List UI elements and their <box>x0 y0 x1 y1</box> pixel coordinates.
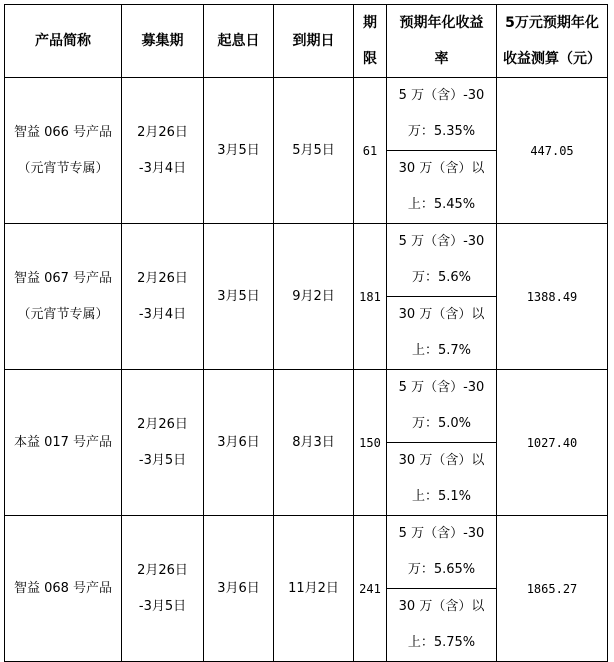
header-calc <box>497 5 608 78</box>
header-rate-line2: 率 <box>434 51 449 67</box>
rate-tier-2-value: 上：5.7% <box>411 343 472 358</box>
rate-tier-2-value: 上：5.75% <box>407 635 476 650</box>
start-date: 3月6日 <box>204 370 274 516</box>
rate-tier-1 <box>387 370 497 443</box>
yield-estimate: 1865.27 <box>497 516 608 662</box>
rate-tier-2 <box>387 443 497 516</box>
period-end: -3月4日 <box>138 160 187 176</box>
product-note: （元宵节专属） <box>17 160 109 176</box>
period-cell <box>122 78 204 224</box>
rate-tier-1-range: 5 万（含）-30 <box>398 88 485 103</box>
period-start: 2月26日 <box>137 270 188 286</box>
rate-tier-1 <box>387 78 497 151</box>
rate-tier-2-range: 30 万（含）以 <box>398 307 485 322</box>
rate-tier-1 <box>387 516 497 589</box>
end-date: 5月5日 <box>274 78 354 224</box>
product-note: （元宵节专属） <box>17 306 109 322</box>
header-calc-line2: 收益测算（元） <box>503 51 601 67</box>
header-end: 到期日 <box>274 5 354 78</box>
product-name: 智益 068 号产品 <box>13 580 113 596</box>
product-table <box>4 4 608 662</box>
period-start: 2月26日 <box>137 124 188 140</box>
header-rate-line1: 预期年化收益 <box>399 15 484 31</box>
rate-tier-1-value: 万：5.35% <box>407 124 476 139</box>
header-term <box>354 5 387 78</box>
rate-tier-1-value: 万：5.0% <box>411 416 472 431</box>
rate-tier-2-range: 30 万（含）以 <box>398 453 485 468</box>
start-date: 3月6日 <box>204 516 274 662</box>
rate-tier-1-range: 5 万（含）-30 <box>398 234 485 249</box>
period-start: 2月26日 <box>137 416 188 432</box>
rate-tier-2 <box>387 589 497 662</box>
header-calc-line1: 5万元预期年化 <box>505 15 599 31</box>
table-row <box>5 516 608 589</box>
term-days: 150 <box>354 370 387 516</box>
period-cell <box>122 516 204 662</box>
period-end: -3月4日 <box>138 306 187 322</box>
product-name-cell <box>5 370 122 516</box>
end-date: 8月3日 <box>274 370 354 516</box>
product-name-cell <box>5 224 122 370</box>
product-name-cell <box>5 78 122 224</box>
table-row <box>5 78 608 151</box>
header-rate <box>387 5 497 78</box>
header-name: 产品简称 <box>5 5 122 78</box>
period-cell <box>122 224 204 370</box>
rate-tier-1-value: 万：5.6% <box>411 270 472 285</box>
rate-tier-1 <box>387 224 497 297</box>
rate-tier-1-range: 5 万（含）-30 <box>398 380 485 395</box>
rate-tier-2-range: 30 万（含）以 <box>398 599 485 614</box>
header-term-line2: 限 <box>363 51 377 67</box>
period-end: -3月5日 <box>138 598 187 614</box>
header-period: 募集期 <box>122 5 204 78</box>
period-cell <box>122 370 204 516</box>
yield-estimate: 1027.40 <box>497 370 608 516</box>
table-row <box>5 224 608 297</box>
term-days: 181 <box>354 224 387 370</box>
term-days: 241 <box>354 516 387 662</box>
header-row <box>5 5 608 78</box>
rate-tier-2 <box>387 151 497 224</box>
rate-tier-2-value: 上：5.45% <box>407 197 476 212</box>
end-date: 9月2日 <box>274 224 354 370</box>
product-name: 智益 066 号产品 <box>13 124 113 140</box>
rate-tier-1-range: 5 万（含）-30 <box>398 526 485 541</box>
start-date: 3月5日 <box>204 224 274 370</box>
rate-tier-2 <box>387 297 497 370</box>
rate-tier-1-value: 万：5.65% <box>407 562 476 577</box>
header-start: 起息日 <box>204 5 274 78</box>
yield-estimate: 447.05 <box>497 78 608 224</box>
product-name-cell <box>5 516 122 662</box>
table-row <box>5 370 608 443</box>
end-date: 11月2日 <box>274 516 354 662</box>
period-start: 2月26日 <box>137 562 188 578</box>
header-term-line1: 期 <box>363 15 377 31</box>
start-date: 3月5日 <box>204 78 274 224</box>
period-end: -3月5日 <box>138 452 187 468</box>
product-name: 智益 067 号产品 <box>13 270 113 286</box>
rate-tier-2-value: 上：5.1% <box>411 489 472 504</box>
rate-tier-2-range: 30 万（含）以 <box>398 161 485 176</box>
term-days: 61 <box>354 78 387 224</box>
yield-estimate: 1388.49 <box>497 224 608 370</box>
product-name: 本益 017 号产品 <box>13 434 113 450</box>
